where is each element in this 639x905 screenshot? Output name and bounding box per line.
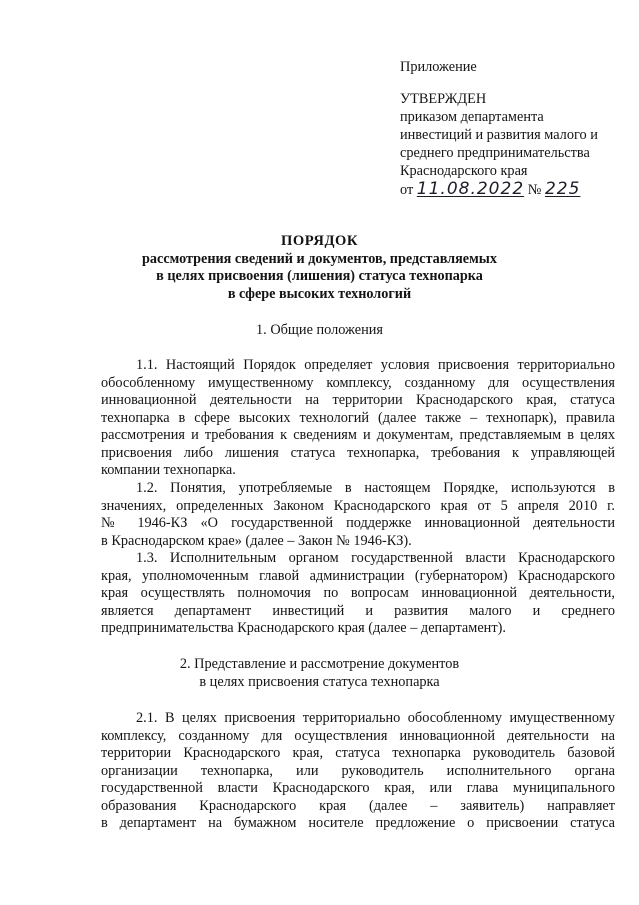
- date-prefix: от: [400, 182, 414, 198]
- text-line: 1.2. Понятия, употребляемые в настоящем Порядке, используются в: [136, 480, 615, 496]
- text-line: комплексу, созданному для осуществления инновационной деятельности на: [101, 727, 615, 744]
- text-line: государственной власти Краснодарского края, или глава муниципального: [101, 780, 615, 796]
- section-1-heading-text: 1. Общие положения: [256, 322, 383, 338]
- text-line: 1.3. Исполнительным органом государственной власти Краснодарского: [136, 550, 615, 566]
- approval-line: инвестиций и развития малого и: [400, 127, 598, 143]
- approval-block: [400, 58, 625, 199]
- text-line: организации технопарка, или руководитель исполнительного органа: [101, 762, 615, 779]
- text-line: 1.1. Настоящий Порядок определяет условия присвоения территориально: [136, 357, 615, 373]
- approval-line: Краснодарского края: [400, 163, 528, 179]
- approved-label: УТВЕРЖДЕН: [400, 91, 487, 107]
- section-2-heading-line: 2. Представление и рассмотрение документов: [179, 656, 460, 672]
- text-line: в департамент на бумажном носителе предложение о присвоении статуса: [101, 815, 615, 831]
- title-line: в целях присвоения (лишения) статуса технопарка: [156, 268, 483, 284]
- paragraph-1-3: [101, 550, 615, 638]
- approval-line: приказом департамента: [400, 109, 544, 125]
- section-2-heading-line: в целях присвоения статуса технопарка: [199, 673, 440, 690]
- text-line: 2.1. В целях присвоения территориально обособленному имущественному: [136, 710, 615, 726]
- paragraph-1-1: [101, 357, 615, 480]
- date-number-line: [400, 180, 625, 199]
- paragraph-1-2: [101, 480, 615, 550]
- text-line: территории Краснодарского края, статуса технопарка руководитель базовой: [101, 745, 615, 761]
- text-line: в Краснодарском крае» (далее – Закон № 1946-КЗ).: [101, 532, 412, 549]
- section-2-heading: [0, 656, 639, 691]
- title-main: ПОРЯДОК: [281, 233, 358, 249]
- title-line: рассмотрения сведений и документов, представляемых: [142, 250, 497, 267]
- number-prefix: №: [527, 182, 542, 198]
- section-1-heading: [0, 322, 639, 340]
- text-line: обособленному имущественному комплексу, созданному для осуществления: [101, 374, 615, 391]
- text-line: предпринимательства Краснодарского края (далее – департамент).: [101, 620, 506, 636]
- text-line: инновационной деятельности на территории Краснодарского края, статуса: [101, 392, 615, 408]
- document-title: [0, 233, 639, 303]
- text-line: № 1946-КЗ «О государственной поддержке инновационной деятельности: [101, 515, 615, 531]
- handwritten-date: 11.08.2022: [416, 179, 525, 199]
- appendix-label: Приложение: [400, 59, 477, 75]
- text-line: рассмотрения и требования к сведениям и документам, представляемым в целях: [101, 427, 615, 443]
- text-line: компании технопарка.: [101, 462, 236, 478]
- handwritten-number: 225: [544, 179, 581, 199]
- approval-line: среднего предпринимательства: [400, 145, 590, 161]
- text-line: присвоения либо лишения статуса технопарка, требования к управляющей: [101, 444, 615, 461]
- paragraph-2-1: [101, 710, 615, 833]
- text-line: края, уполномоченным главой администрации (губернатором) Краснодарского: [101, 567, 615, 584]
- text-line: является департамент инвестиций и развития малого и среднего: [101, 602, 615, 619]
- text-line: значениях, определенных Законом Краснодарского края от 5 апреля 2010 г.: [101, 497, 615, 514]
- title-line: в сфере высоких технологий: [227, 285, 412, 302]
- text-line: образования Краснодарского края (далее – заявитель) направляет: [101, 797, 615, 814]
- text-line: технопарка в сфере высоких технологий (далее также – технопарк), правила: [101, 409, 615, 426]
- text-line: края осуществлять полномочия по вопросам инновационной деятельности,: [101, 585, 615, 601]
